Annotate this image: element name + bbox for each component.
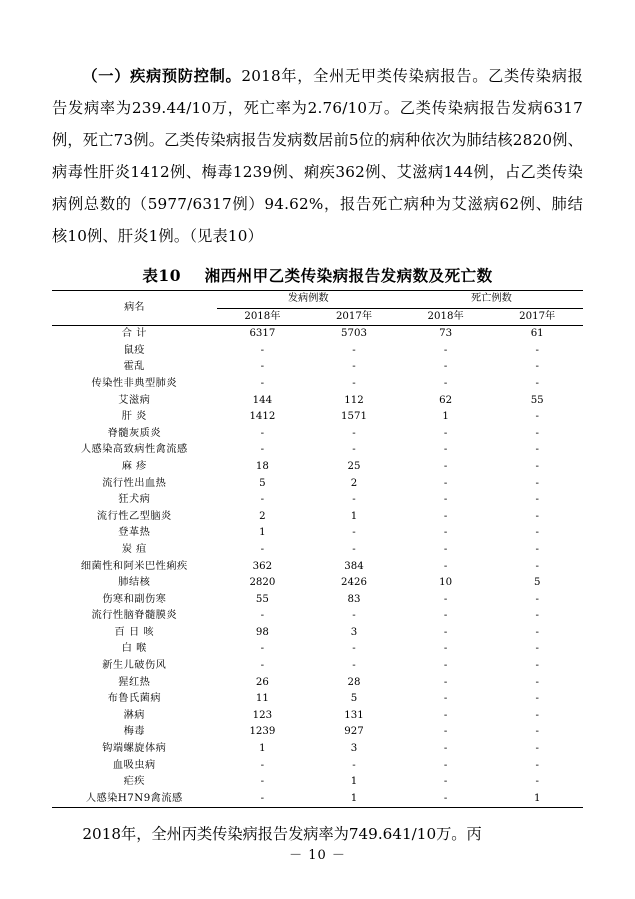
table-row (52, 675, 583, 692)
cell-disease-name: 血吸虫病 (112, 759, 156, 771)
cell-cases-2018: 11 (255, 693, 269, 705)
cell-deaths-2017: - (535, 344, 539, 356)
cell-cases-2017: - (352, 543, 356, 555)
cell-deaths-2017: - (535, 676, 539, 688)
cell-cases-2017: - (352, 444, 356, 456)
cell-disease-name: 百 日 咳 (114, 626, 155, 638)
cell-deaths-2017: - (535, 759, 539, 771)
cell-deaths-2018: - (443, 460, 448, 472)
cell-cases-2018: - (260, 792, 265, 804)
header-cases-2018: 2018年 (244, 310, 281, 322)
cell-deaths-2017: - (535, 377, 539, 389)
table-row (52, 791, 583, 808)
table-row (52, 708, 583, 725)
cell-deaths-2018: - (443, 709, 448, 721)
cell-cases-2018: 1 (259, 527, 266, 539)
cell-cases-2017: 2 (350, 477, 358, 489)
table-row (52, 442, 583, 459)
cell-cases-2018: - (260, 377, 265, 389)
cell-deaths-2018: 73 (439, 328, 453, 340)
table-caption (52, 264, 583, 286)
cell-disease-name: 霍乱 (123, 361, 145, 373)
cell-deaths-2017: - (535, 560, 539, 572)
paragraph-class-c-diseases: 2018年，全州丙类传染病报告发病率为749.641/10万。丙 (82, 825, 482, 844)
cell-cases-2018: 1239 (249, 726, 276, 738)
cell-cases-2018: 144 (252, 394, 273, 406)
cell-deaths-2018: - (443, 510, 448, 522)
cell-deaths-2018: - (443, 626, 448, 638)
cell-disease-name: 淋病 (123, 709, 145, 721)
cell-deaths-2017: - (535, 460, 539, 472)
table-caption-label: 表10 (142, 266, 181, 285)
cell-disease-name: 流行性脑脊髓膜炎 (91, 610, 178, 622)
cell-cases-2018: - (260, 660, 265, 672)
cell-disease-name: 炭 疽 (121, 543, 147, 555)
infectious-disease-table (52, 290, 583, 808)
cell-deaths-2018: - (443, 726, 448, 738)
cell-cases-2018: 55 (255, 593, 269, 605)
cell-cases-2018: 26 (255, 676, 269, 688)
cell-deaths-2017: - (535, 626, 539, 638)
table-row (52, 343, 583, 360)
cell-deaths-2017: - (535, 477, 539, 489)
cell-cases-2018: - (260, 427, 265, 439)
cell-cases-2017: - (352, 361, 356, 373)
cell-disease-name: 登革热 (118, 527, 151, 539)
cell-disease-name: 肝 炎 (121, 411, 147, 423)
table-row (52, 492, 583, 509)
cell-deaths-2018: 1 (442, 411, 449, 423)
table-caption-text: 湘西州甲乙类传染病报告发病数及死亡数 (204, 266, 493, 285)
cell-deaths-2018: - (443, 776, 448, 788)
cell-disease-name: 麻 疹 (121, 460, 147, 472)
cell-cases-2018: 1 (259, 743, 266, 755)
cell-deaths-2018: - (443, 593, 448, 605)
table-row (52, 741, 583, 758)
cell-cases-2017: 5 (350, 693, 358, 705)
cell-cases-2018: 362 (252, 560, 273, 572)
cell-deaths-2018: - (443, 527, 448, 539)
cell-cases-2017: - (352, 377, 356, 389)
cell-cases-2018: 98 (255, 626, 269, 638)
table-row (52, 525, 583, 542)
cell-cases-2018: 6317 (249, 328, 276, 340)
cell-disease-name: 流行性乙型脑炎 (96, 510, 172, 522)
cell-deaths-2018: - (443, 676, 448, 688)
paragraph-lead-label: （一）疾病预防控制。 (82, 67, 242, 85)
table-row (52, 509, 583, 526)
cell-cases-2017: 1 (350, 792, 358, 804)
cell-cases-2018: - (260, 776, 265, 788)
cell-disease-name: 人感染H7N9禽流感 (85, 792, 183, 804)
cell-cases-2017: - (352, 344, 356, 356)
cell-cases-2018: 2820 (249, 577, 276, 589)
cell-disease-name: 布鲁氏菌病 (107, 693, 162, 705)
cell-cases-2017: 3 (350, 626, 358, 638)
cell-deaths-2017: - (535, 527, 539, 539)
table-row (52, 326, 583, 343)
cell-deaths-2018: - (443, 361, 448, 373)
cell-deaths-2017: - (535, 444, 539, 456)
table-row (52, 559, 583, 576)
cell-deaths-2018: - (443, 792, 448, 804)
header-group-deaths: 死亡例数 (400, 291, 583, 309)
cell-deaths-2018: - (443, 610, 448, 622)
cell-deaths-2018: - (443, 543, 448, 555)
cell-disease-name: 艾滋病 (118, 394, 151, 406)
cell-disease-name: 流行性出血热 (102, 477, 167, 489)
cell-deaths-2018: - (443, 643, 448, 655)
cell-deaths-2017: - (535, 776, 539, 788)
cell-deaths-2017: - (535, 610, 539, 622)
table-row (52, 724, 583, 741)
paragraph-body-text: 2018年，全州无甲类传染病报告。乙类传染病报告发病率为239.44/10万，死亡率为2.76/10万。乙类传染病报告发病6317例，死亡73例。乙类传染病报告发病数居前5位的病种依次为肺结核2820例、病毒性肝炎1412例、梅毒1239例、痢疾362例、艾滋病144例，占乙类传染病例总数的（5977/6317例）94.62%，报告死亡病种为艾滋病62例、肺结核10例、肝炎1例。（见表10） (52, 67, 583, 245)
cell-deaths-2017: - (535, 427, 539, 439)
cell-deaths-2017: - (535, 543, 539, 555)
cell-disease-name: 狂犬病 (118, 494, 151, 506)
cell-deaths-2018: 10 (439, 577, 453, 589)
header-deaths-2018: 2018年 (427, 310, 464, 322)
table-row (52, 774, 583, 791)
table-row (52, 359, 583, 376)
cell-deaths-2018: - (443, 693, 448, 705)
cell-cases-2018: 5 (259, 477, 266, 489)
paragraph-disease-prevention (52, 60, 583, 252)
header-cases-2017: 2017年 (335, 310, 373, 322)
table-row (52, 476, 583, 493)
cell-deaths-2017: - (535, 693, 539, 705)
cell-deaths-2017: - (535, 660, 539, 672)
cell-cases-2017: - (352, 610, 356, 622)
cell-cases-2018: - (260, 610, 265, 622)
cell-cases-2018: - (260, 444, 265, 456)
table-row (52, 641, 583, 658)
cell-cases-2018: - (260, 344, 265, 356)
cell-disease-name: 肺结核 (118, 577, 151, 589)
cell-cases-2018: 1412 (249, 411, 276, 423)
cell-cases-2017: 1 (350, 510, 358, 522)
cell-deaths-2018: - (443, 427, 448, 439)
cell-cases-2017: 1 (350, 776, 358, 788)
table-row (52, 608, 583, 625)
table-row (52, 758, 583, 775)
cell-cases-2018: - (260, 759, 265, 771)
cell-disease-name: 白 喉 (121, 643, 147, 655)
cell-cases-2017: - (352, 427, 356, 439)
cell-cases-2017: 25 (347, 460, 361, 472)
cell-disease-name: 新生儿破伤风 (102, 660, 167, 672)
cell-cases-2018: - (260, 643, 265, 655)
table-row (52, 658, 583, 675)
table-row (52, 376, 583, 393)
cell-cases-2017: 5703 (341, 328, 367, 340)
cell-deaths-2018: - (443, 377, 448, 389)
cell-cases-2018: - (260, 361, 265, 373)
cell-deaths-2017: - (535, 361, 539, 373)
table-body (52, 326, 583, 808)
table-row (52, 393, 583, 410)
cell-disease-name: 细菌性和阿米巴性痢疾 (80, 560, 188, 572)
cell-deaths-2017: 5 (533, 577, 541, 589)
table-row (52, 459, 583, 476)
cell-deaths-2017: - (535, 643, 539, 655)
header-name: 病名 (52, 291, 217, 326)
table-row (52, 409, 583, 426)
cell-cases-2017: 83 (347, 593, 361, 605)
cell-deaths-2017: - (535, 494, 539, 506)
table-row (52, 691, 583, 708)
cell-deaths-2018: - (443, 660, 448, 672)
cell-deaths-2017: - (535, 743, 539, 755)
cell-disease-name: 传染性非典型肺炎 (91, 377, 178, 389)
cell-cases-2018: 123 (252, 709, 273, 721)
table-header-group-row (52, 291, 583, 309)
page-number: － 10 － (289, 848, 346, 863)
cell-cases-2017: 3 (350, 743, 358, 755)
cell-cases-2017: 28 (347, 676, 361, 688)
cell-cases-2017: - (352, 660, 356, 672)
cell-disease-name: 猩红热 (118, 676, 151, 688)
cell-cases-2017: 927 (344, 726, 364, 738)
table-row (52, 592, 583, 609)
cell-cases-2017: 2426 (341, 577, 367, 589)
cell-deaths-2017: 1 (533, 792, 541, 804)
table-header (52, 291, 583, 326)
cell-deaths-2018: - (443, 560, 448, 572)
cell-disease-name: 脊髓灰质炎 (107, 427, 162, 439)
cell-deaths-2018: - (443, 344, 448, 356)
table-row (52, 542, 583, 559)
cell-deaths-2018: - (443, 494, 448, 506)
table-row (52, 575, 583, 592)
cell-deaths-2017: - (535, 709, 539, 721)
cell-deaths-2017: - (535, 726, 539, 738)
cell-cases-2018: 18 (255, 460, 269, 472)
cell-cases-2017: 384 (344, 560, 364, 572)
cell-deaths-2017: - (535, 411, 539, 423)
cell-deaths-2018: - (443, 743, 448, 755)
cell-disease-name: 伤寒和副伤寒 (102, 593, 167, 605)
cell-deaths-2017: 61 (530, 328, 544, 340)
cell-cases-2017: 1571 (341, 411, 367, 423)
cell-deaths-2018: - (443, 477, 448, 489)
cell-cases-2017: 131 (344, 709, 364, 721)
cell-disease-name: 鼠疫 (123, 344, 145, 356)
cell-cases-2018: - (260, 494, 265, 506)
cell-cases-2017: - (352, 527, 356, 539)
cell-cases-2017: 112 (344, 394, 364, 406)
cell-deaths-2018: 62 (439, 394, 453, 406)
cell-cases-2018: 2 (259, 510, 266, 522)
cell-cases-2017: - (352, 759, 356, 771)
cell-deaths-2017: 55 (530, 394, 544, 406)
cell-disease-name: 钩端螺旋体病 (102, 743, 167, 755)
cell-deaths-2017: - (535, 510, 539, 522)
cell-cases-2018: - (260, 543, 265, 555)
cell-disease-name: 合 计 (121, 328, 147, 340)
cell-disease-name: 人感染高致病性禽流感 (80, 444, 188, 456)
cell-cases-2017: - (352, 643, 356, 655)
table-row (52, 426, 583, 443)
cell-disease-name: 梅毒 (123, 726, 145, 738)
cell-deaths-2018: - (443, 444, 448, 456)
header-group-cases: 发病例数 (217, 291, 400, 309)
header-deaths-2017: 2017年 (519, 310, 556, 322)
cell-deaths-2017: - (535, 593, 539, 605)
cell-disease-name: 疟疾 (123, 776, 145, 788)
cell-cases-2017: - (352, 494, 356, 506)
cell-deaths-2018: - (443, 759, 448, 771)
table-row (52, 625, 583, 642)
